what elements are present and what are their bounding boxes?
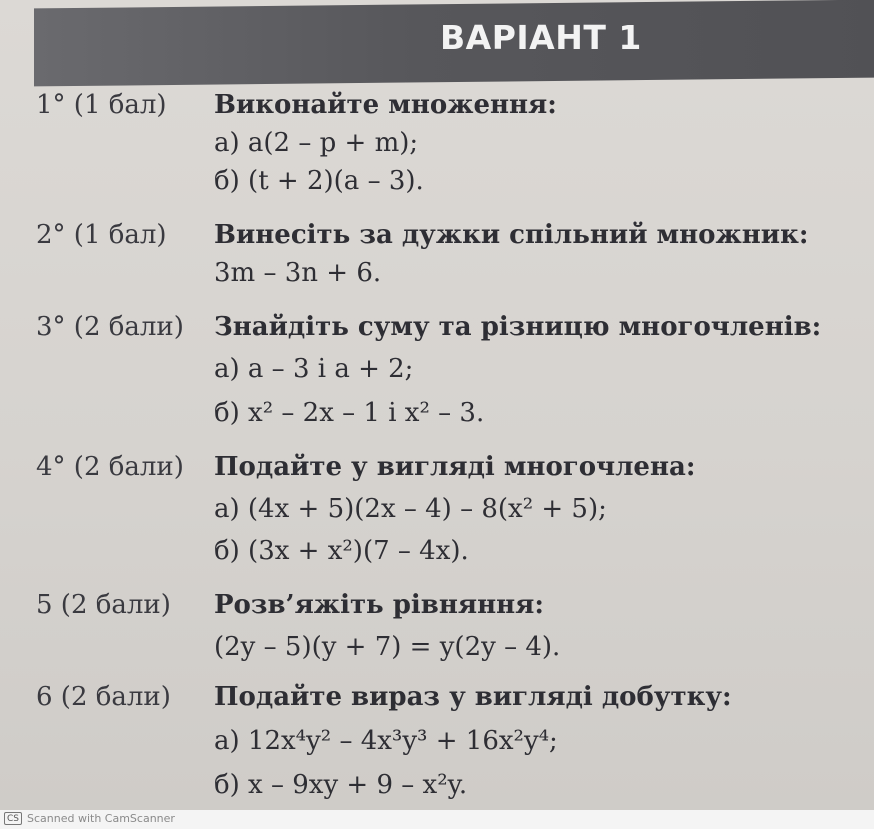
task-number: 4° (2 бали) xyxy=(36,452,184,482)
task-title: Винесіть за дужки спільний множник: xyxy=(214,220,809,250)
task-title: Виконайте множення: xyxy=(214,90,557,120)
task-number: 6 (2 бали) xyxy=(36,682,171,712)
task-title: Розв’яжіть рівняння: xyxy=(214,590,544,620)
task-title: Подайте у вигляді многочлена: xyxy=(214,452,696,482)
camscanner-logo-icon: CS xyxy=(4,812,22,825)
task-number: 3° (2 бали) xyxy=(36,312,184,342)
task-number: 5 (2 бали) xyxy=(36,590,171,620)
task-item: а) (4x + 5)(2x – 4) – 8(x² + 5); xyxy=(214,494,607,524)
task-item: а) 12x⁴y² – 4x³y³ + 16x²y⁴; xyxy=(214,726,558,756)
task-item: б) x² – 2x – 1 і x² – 3. xyxy=(214,398,485,428)
task-item: б) (3x + x²)(7 – 4x). xyxy=(214,536,469,566)
task-item: 3m – 3n + 6. xyxy=(214,258,382,288)
variant-title: ВАРІАНТ 1 xyxy=(440,18,642,57)
scanner-watermark: Scanned with CamScanner xyxy=(27,812,175,825)
task-item: б) x – 9xy + 9 – x²y. xyxy=(214,770,468,800)
task-item: а) a – 3 і a + 2; xyxy=(214,354,414,384)
scanner-footer xyxy=(0,810,874,829)
task-number: 1° (1 бал) xyxy=(36,90,167,120)
task-item: а) a(2 – p + m); xyxy=(214,128,419,158)
task-item: (2y – 5)(y + 7) = y(2y – 4). xyxy=(214,632,561,662)
task-title: Подайте вираз у вигляді добутку: xyxy=(214,682,732,712)
task-number: 2° (1 бал) xyxy=(36,220,167,250)
task-item: б) (t + 2)(a – 3). xyxy=(214,166,424,196)
task-title: Знайдіть суму та різницю многочленів: xyxy=(214,312,822,342)
